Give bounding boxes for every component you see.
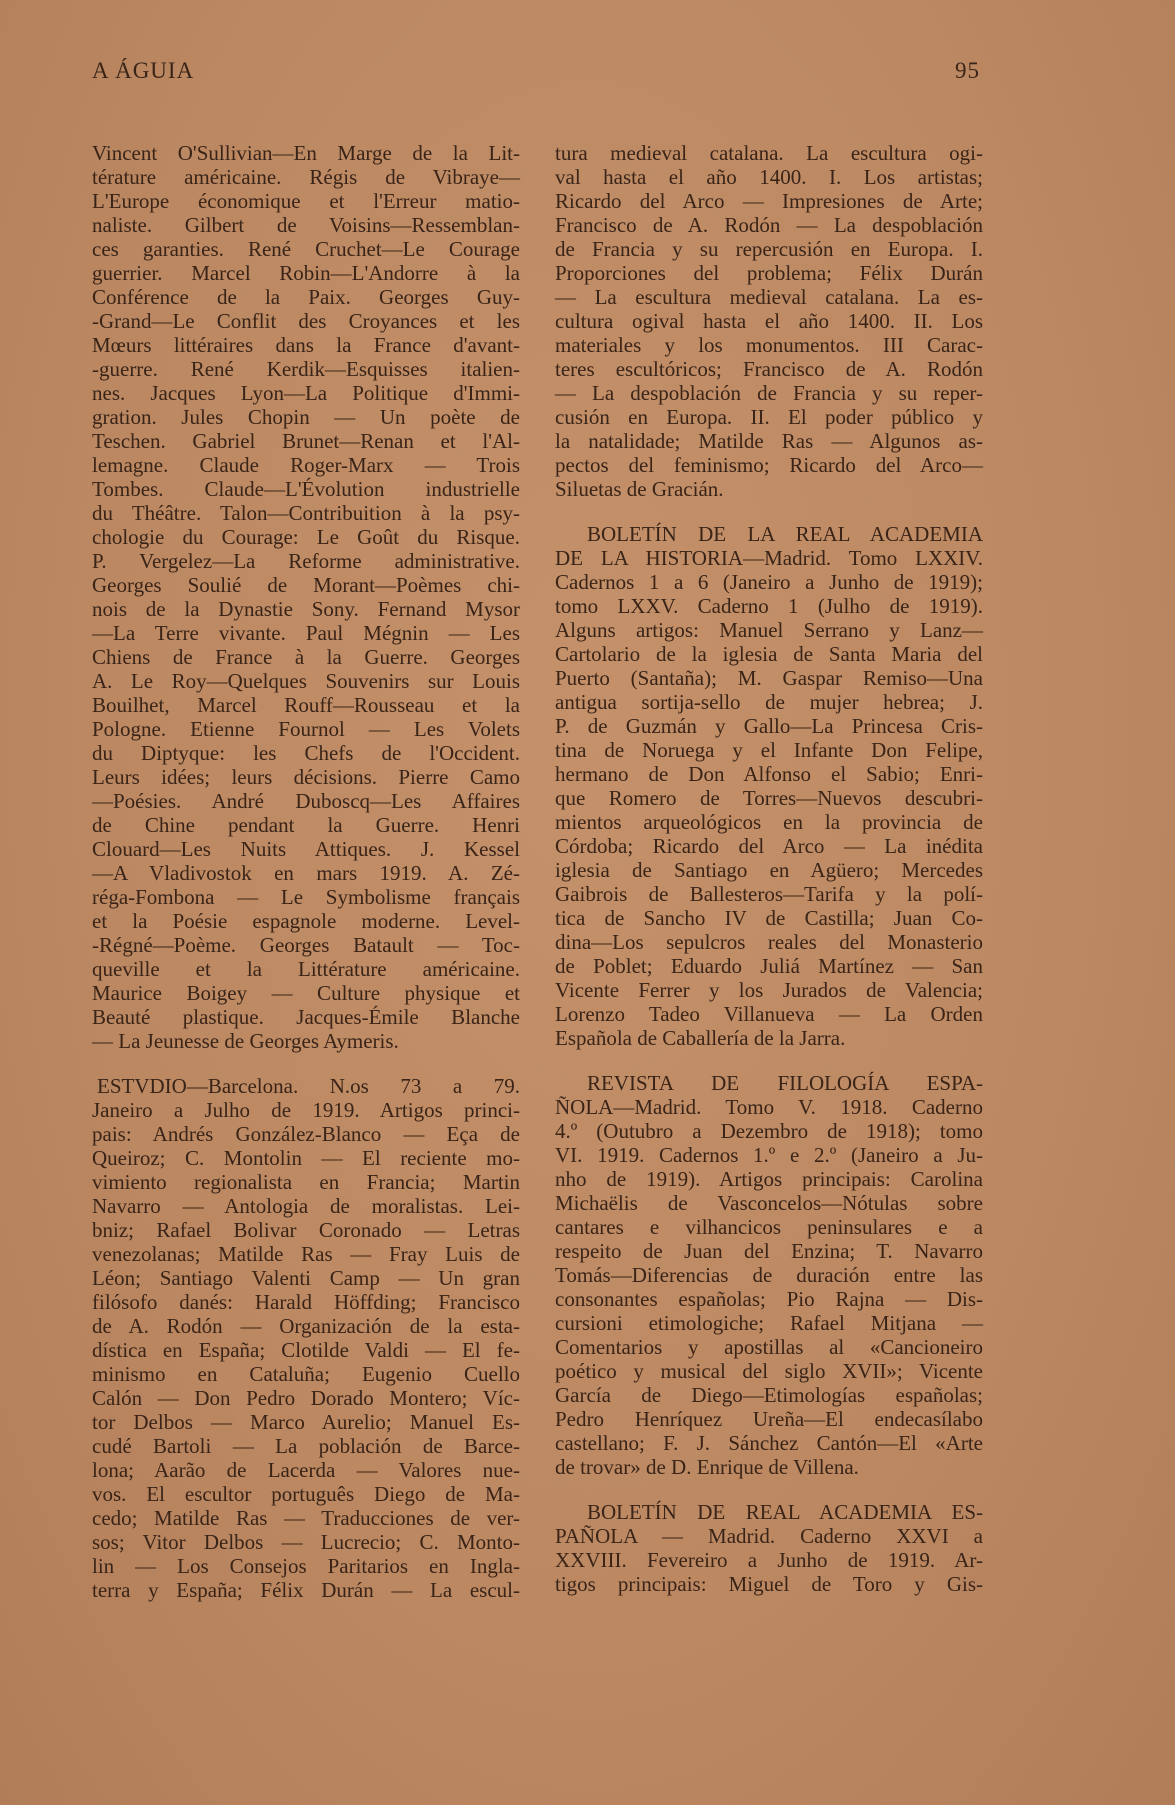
text-line: REVISTA DE FILOLOGÍA ESPA- [587,1071,983,1095]
text-line: mientos arqueológicos en la provincia de [555,810,983,834]
text-line: lemagne. Claude Roger-Marx — Trois [92,453,520,477]
text-line: guerrier. Marcel Robin—L'Andorre à la [92,261,520,285]
text-line: de Chine pendant la Guerre. Henri [92,813,520,837]
text-line: minismo en Cataluña; Eugenio Cuello [92,1362,520,1386]
text-line: vimiento regionalista en Francia; Martin [92,1170,520,1194]
text-line: XXVIII. Fevereiro a Junho de 1919. Ar- [555,1548,983,1572]
text-line: tor Delbos — Marco Aurelio; Manuel Es- [92,1410,520,1434]
text-line: BOLETÍN DE LA REAL ACADEMIA [587,522,983,546]
text-line: Conférence de la Paix. Georges Guy- [92,285,520,309]
text-line: de Francia y su repercusión en Europa. I. [555,237,983,261]
text-line: Cartolario de la iglesia de Santa Maria del [555,642,983,666]
paragraph [555,1071,983,1479]
text-line: ÑOLA—Madrid. Tomo V. 1918. Caderno [555,1095,983,1119]
text-line: Léon; Santiago Valenti Camp — Un gran [92,1266,520,1290]
text-line: cudé Bartoli — La población de Barce- [92,1434,520,1458]
text-line: Puerto (Santaña); M. Gaspar Remiso—Una [555,666,983,690]
text-line: -Grand—Le Conflit des Croyances et les [92,309,520,333]
text-line: vos. El escultor português Diego de Ma- [92,1482,520,1506]
text-line: P. Vergelez—La Reforme administrative. [92,549,520,573]
text-line: tina de Noruega y el Infante Don Felipe, [555,738,983,762]
text-line: -Régné—Poème. Georges Batault — Toc- [92,933,520,957]
text-line: la natalidade; Matilde Ras — Algunos as- [555,429,983,453]
text-line: et la Poésie espagnole moderne. Level- [92,909,520,933]
right-column [555,141,983,1596]
text-line: materiales y los monumentos. III Carac- [555,333,983,357]
text-line: Leurs idées; leurs décisions. Pierre Camo [92,765,520,789]
text-line: Lorenzo Tadeo Villanueva — La Orden [555,1002,983,1026]
text-line: Queiroz; C. Montolin — El reciente mo- [92,1146,520,1170]
paragraph [555,1500,983,1596]
text-line: Siluetas de Gracián. [555,477,724,501]
left-column [92,141,520,1602]
text-line: Cadernos 1 a 6 (Janeiro a Junho de 1919); [555,570,983,594]
paragraph [555,141,983,501]
text-line: Pedro Henríquez Ureña—El endecasílabo [555,1407,983,1431]
page-number: 95 [955,58,980,83]
text-line: Alguns artigos: Manuel Serrano y Lanz— [555,618,983,642]
text-line: Proporciones del problema; Félix Durán [555,261,983,285]
text-line: consonantes españolas; Pio Rajna — Dis- [555,1287,983,1311]
text-line: lona; Aarão de Lacerda — Valores nue- [92,1458,520,1482]
text-line: cusión en Europa. II. El poder público y [555,405,983,429]
paragraph [555,522,983,1050]
text-line: filósofo danés: Harald Höffding; Francisco [92,1290,520,1314]
text-line: Mœurs littéraires dans la France d'avant- [92,333,520,357]
text-line: que Romero de Torres—Nuevos descubri- [555,786,983,810]
text-line: Clouard—Les Nuits Attiques. J. Kessel [92,837,520,861]
text-line: PAÑOLA — Madrid. Caderno XXVI a [555,1524,983,1548]
text-line: tica de Sancho IV de Castilla; Juan Co- [555,906,983,930]
text-line: tomo LXXV. Caderno 1 (Julho de 1919). [555,594,983,618]
text-line: teres escultóricos; Francisco de A. Rodón [555,357,983,381]
text-line: dística en España; Clotilde Valdi — El fe- [92,1338,520,1362]
text-line: ces garanties. René Cruchet—Le Courage [92,237,520,261]
text-line: Maurice Boigey — Culture physique et [92,981,520,1005]
text-line: Michaëlis de Vasconcelos—Nótulas sobre [555,1191,983,1215]
text-line: bniz; Rafael Bolivar Coronado — Letras [92,1218,520,1242]
text-line: García de Diego—Etimologías españolas; [555,1383,983,1407]
text-line: hermano de Don Alfonso el Sabio; Enri- [555,762,983,786]
text-line: respeito de Juan del Enzina; T. Navarro [555,1239,983,1263]
text-line: Vicente Ferrer y los Jurados de Valencia; [555,978,983,1002]
text-line: BOLETÍN DE REAL ACADEMIA ES- [587,1500,983,1524]
text-line: de A. Rodón — Organización de la esta- [92,1314,520,1338]
text-line: — La Jeunesse de Georges Aymeris. [92,1029,399,1053]
text-line: —Poésies. André Duboscq—Les Affaires [92,789,520,813]
text-line: L'Europe économique et l'Erreur matio- [92,189,520,213]
text-line: Teschen. Gabriel Brunet—Renan et l'Al- [92,429,520,453]
text-line: Comentarios y apostillas al «Cancioneiro [555,1335,983,1359]
text-line: Chiens de France à la Guerre. Georges [92,645,520,669]
text-line: — La escultura medieval catalana. La es- [555,285,983,309]
text-line: de trovar» de D. Enrique de Villena. [555,1455,859,1479]
text-line: du Théâtre. Talon—Contribuition à la psy- [92,501,520,525]
text-line: cedo; Matilde Ras — Traducciones de ver- [92,1506,520,1530]
text-line: A. Le Roy—Quelques Souvenirs sur Louis [92,669,520,693]
text-line: Beauté plastique. Jacques-Émile Blanche [92,1005,520,1029]
text-line: sos; Vitor Delbos — Lucrecio; C. Monto- [92,1530,520,1554]
paragraph [92,1074,520,1602]
text-line: Tombes. Claude—L'Évolution industrielle [92,477,520,501]
text-line: dina—Los sepulcros reales del Monasterio [555,930,983,954]
text-line: du Diptyque: les Chefs de l'Occident. [92,741,520,765]
text-line: — La despoblación de Francia y su reper- [555,381,983,405]
text-line: nes. Jacques Lyon—La Politique d'Immi- [92,381,520,405]
text-line: -guerre. René Kerdik—Esquisses italien- [92,357,520,381]
text-line: Córdoba; Ricardo del Arco — La inédita [555,834,983,858]
text-line: iglesia de Santiago en Agüero; Mercedes [555,858,983,882]
text-line: venezolanas; Matilde Ras — Fray Luis de [92,1242,520,1266]
text-line: Ricardo del Arco — Impresiones de Arte; [555,189,983,213]
text-line: pais: Andrés González-Blanco — Eça de [92,1122,520,1146]
text-line: queville et la Littérature américaine. [92,957,520,981]
text-line: réga-Fombona — Le Symbolisme français [92,885,520,909]
text-line: Pologne. Etienne Fournol — Les Volets [92,717,520,741]
text-line: Georges Soulié de Morant—Poèmes chi- [92,573,520,597]
text-line: cantares e vilhancicos peninsulares e a [555,1215,983,1239]
text-line: chologie du Courage: Le Goût du Risque. [92,525,520,549]
text-line: cursioni etimologiche; Rafael Mitjana — [555,1311,983,1335]
text-line: naliste. Gilbert de Voisins—Ressemblan- [92,213,520,237]
text-line: Janeiro a Julho de 1919. Artigos princi- [92,1098,520,1122]
text-line: ESTVDIO—Barcelona. N.os 73 a 79. [97,1074,520,1098]
text-line: tigos principais: Miguel de Toro y Gis- [555,1572,983,1596]
text-line: pectos del feminismo; Ricardo del Arco— [555,453,983,477]
text-line: Calón — Don Pedro Dorado Montero; Víc- [92,1386,520,1410]
text-line: Bouilhet, Marcel Rouff—Rousseau et la [92,693,520,717]
text-line: nho de 1919). Artigos principais: Carolina [555,1167,983,1191]
text-line: poético y musical del siglo XVII»; Vicente [555,1359,983,1383]
text-line: Vincent O'Sullivian—En Marge de la Lit- [92,141,520,165]
text-line: —A Vladivostok en mars 1919. A. Zé- [92,861,520,885]
text-line: val hasta el año 1400. I. Los artistas; [555,165,983,189]
text-line: tura medieval catalana. La escultura ogi- [555,141,983,165]
text-line: terra y España; Félix Durán — La escul- [92,1578,520,1602]
text-line: Tomás—Diferencias de duración entre las [555,1263,983,1287]
text-line: nois de la Dynastie Sony. Fernand Mysor [92,597,520,621]
text-line: térature américaine. Régis de Vibraye— [92,165,520,189]
text-line: castellano; F. J. Sánchez Cantón—El «Arte [555,1431,983,1455]
text-line: lin — Los Consejos Paritarios en Ingla- [92,1554,520,1578]
text-line: 4.º (Outubro a Dezembro de 1918); tomo [555,1119,983,1143]
text-line: antigua sortija-sello de mujer hebrea; J. [555,690,983,714]
text-line: —La Terre vivante. Paul Mégnin — Les [92,621,520,645]
text-line: Gaibrois de Ballesteros—Tarifa y la polí- [555,882,983,906]
text-line: VI. 1919. Cadernos 1.º e 2.º (Janeiro a Ju- [555,1143,983,1167]
text-line: Española de Caballería de la Jarra. [555,1026,846,1050]
text-line: DE LA HISTORIA—Madrid. Tomo LXXIV. [555,546,983,570]
text-line: de Poblet; Eduardo Juliá Martínez — San [555,954,983,978]
text-line: cultura ogival hasta el año 1400. II. Los [555,309,983,333]
running-head-title: A ÁGUIA [92,58,195,83]
text-line: Francisco de A. Rodón — La despoblación [555,213,983,237]
text-line: gration. Jules Chopin — Un poète de [92,405,520,429]
text-line: P. de Guzmán y Gallo—La Princesa Cris- [555,714,983,738]
text-line: Navarro — Antologia de moralistas. Lei- [92,1194,520,1218]
paragraph [92,141,520,1053]
